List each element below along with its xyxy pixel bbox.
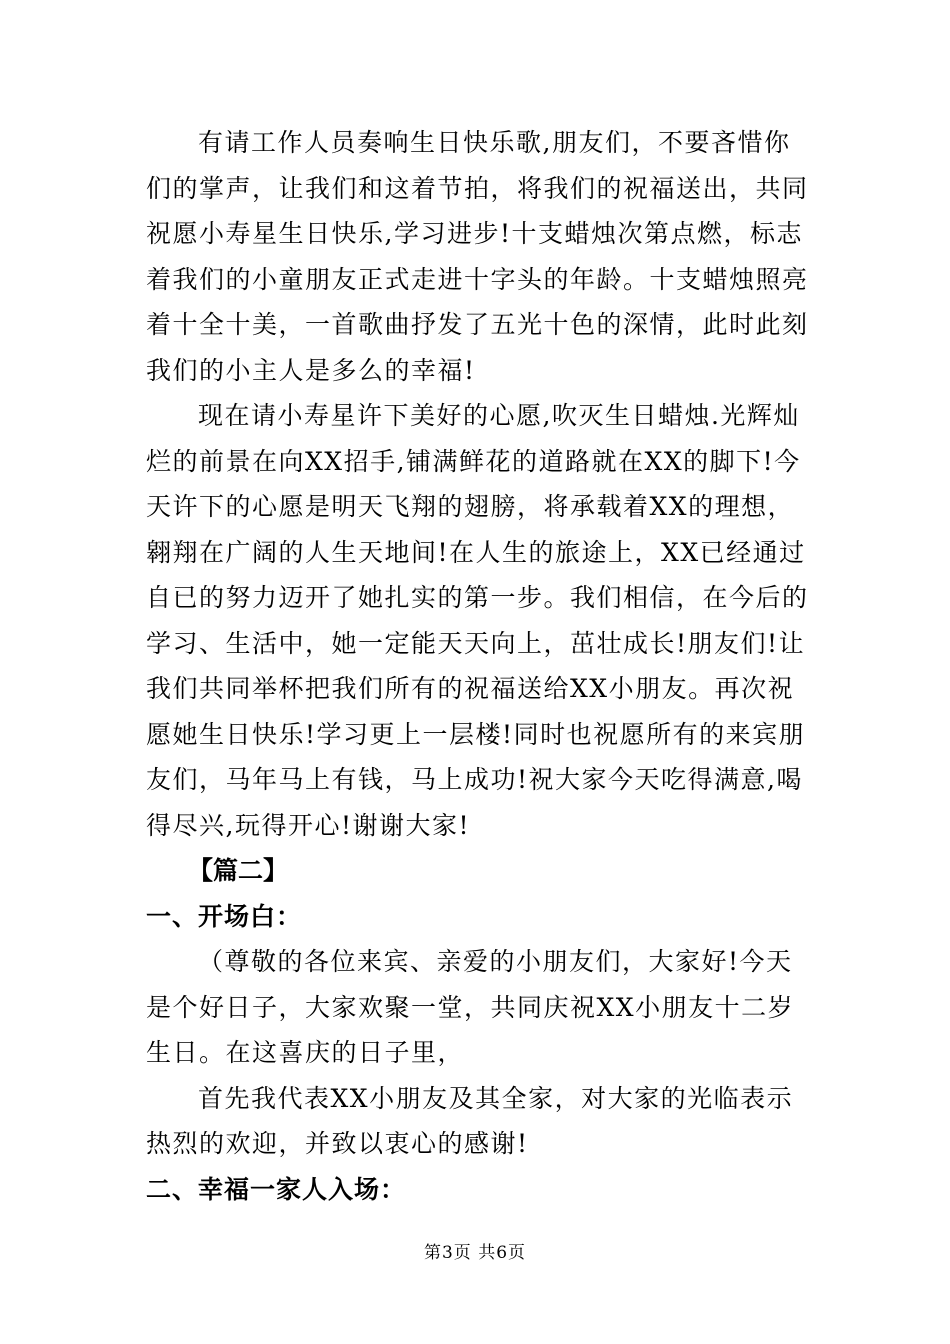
paragraph-thanks: 首先我代表XX小朋友及其全家，对大家的光临表示热烈的欢迎，并致以衷心的感谢! — [146, 1083, 794, 1158]
section-mark: 【篇二】 — [188, 856, 289, 885]
heading-family-entrance: 二、幸福一家人入场： — [146, 1174, 407, 1204]
paragraph-make-wish: 现在请小寿星许下美好的心愿,吹灭生日蜡烛.光辉灿烂的前景在向XX招手,铺满鲜花的道路就在XX的脚下!今天许下的心愿是明天飞翔的翅膀，将承载着XX的理想，翱翔在广阔的人生天地间!在人生的旅途上，XX已经通过自已的努力迈开了她扎实的第一步。我们相信，在今后的学习、生活中，她一定能天天向上，茁壮成长!朋友们!让我们共同举杯把我们所有的祝福送给XX小朋友。再次祝愿她生日快乐!学习更上一层楼!同时也祝愿所有的来宾朋友们，马年马上有钱，马上成功!祝大家今天吃得满意,喝得尽兴,玩得开心!谢谢大家! — [146, 401, 809, 840]
page-footer: 第3页 共6页 — [423, 1243, 527, 1263]
heading-opening: 一、开场白： — [146, 901, 303, 931]
paragraph-birthday-song: 有请工作人员奏响生日快乐歌,朋友们，不要吝惜你们的掌声，让我们和这着节拍，将我们的祝福送出，共同祝愿小寿星生日快乐,学习进步!十支蜡烛次第点燃，标志着我们的小童朋友正式走进十字头的年龄。十支蜡烛照亮着十全十美，一首歌曲抒发了五光十色的深情，此时此刻我们的小主人是多么的幸福! — [146, 128, 809, 385]
document-body — [146, 120, 816, 1212]
paragraph-greeting: （尊敬的各位来宾、亲爱的小朋友们，大家好!今天是个好日子，大家欢聚一堂，共同庆祝XX小朋友十二岁生日。在这喜庆的日子里， — [146, 947, 795, 1067]
